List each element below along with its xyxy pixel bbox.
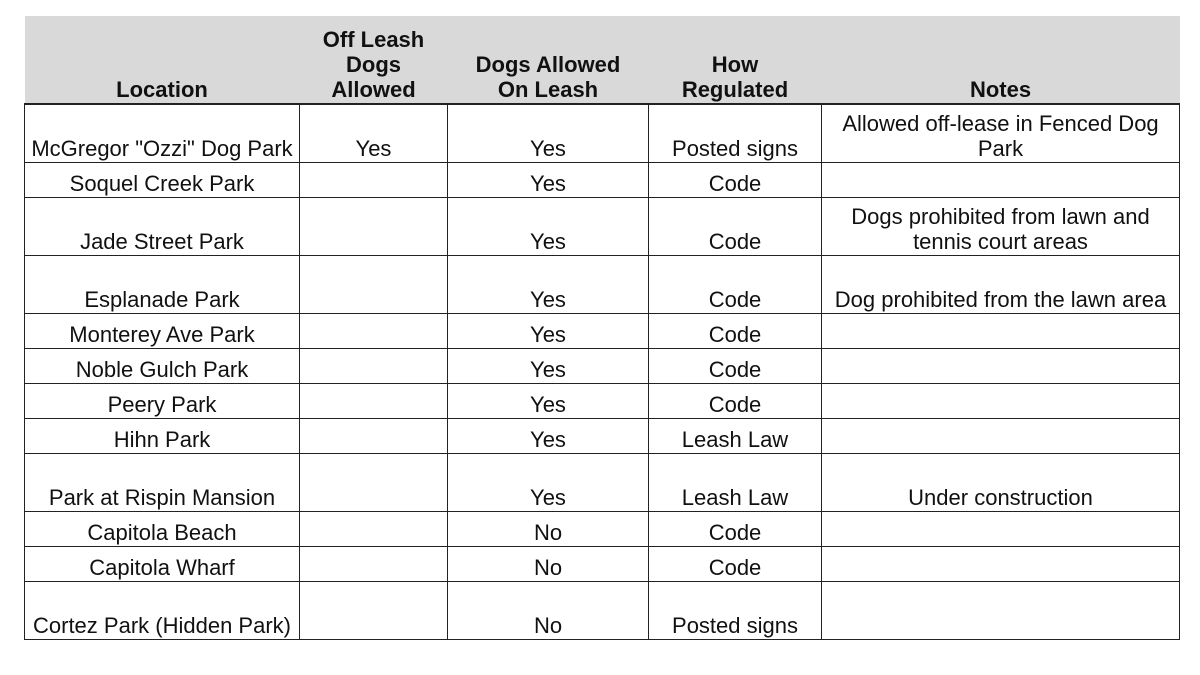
cell-off-leash xyxy=(300,582,448,640)
table-row xyxy=(25,454,1180,512)
cell-regulated: Code xyxy=(649,256,822,314)
cell-on-leash: No xyxy=(448,547,649,582)
cell-off-leash xyxy=(300,256,448,314)
cell-notes: Dogs prohibited from lawn and tennis court areas xyxy=(822,198,1180,256)
table-row xyxy=(25,163,1180,198)
cell-regulated: Code xyxy=(649,547,822,582)
cell-on-leash: Yes xyxy=(448,163,649,198)
table-row xyxy=(25,256,1180,314)
cell-off-leash: Yes xyxy=(300,104,448,163)
cell-notes xyxy=(822,512,1180,547)
table-row xyxy=(25,104,1180,163)
header-line: How xyxy=(711,52,759,77)
header-off-leash xyxy=(300,16,448,104)
cell-off-leash xyxy=(300,349,448,384)
header-on-leash xyxy=(448,16,649,104)
cell-notes xyxy=(822,349,1180,384)
cell-notes xyxy=(822,314,1180,349)
cell-notes xyxy=(822,163,1180,198)
header-location xyxy=(25,16,300,104)
cell-notes xyxy=(822,582,1180,640)
cell-regulated: Posted signs xyxy=(649,104,822,163)
dog-regulations-table xyxy=(24,16,1180,640)
cell-on-leash: Yes xyxy=(448,454,649,512)
header-line: Regulated xyxy=(681,77,789,102)
cell-off-leash xyxy=(300,547,448,582)
cell-location: Capitola Beach xyxy=(25,512,300,547)
cell-regulated: Leash Law xyxy=(649,454,822,512)
cell-notes: Dog prohibited from the lawn area xyxy=(822,256,1180,314)
table-row xyxy=(25,198,1180,256)
table-row xyxy=(25,349,1180,384)
cell-on-leash: Yes xyxy=(448,314,649,349)
cell-notes xyxy=(822,547,1180,582)
cell-on-leash: Yes xyxy=(448,419,649,454)
cell-on-leash: No xyxy=(448,582,649,640)
table-body xyxy=(25,104,1180,640)
cell-regulated: Leash Law xyxy=(649,419,822,454)
cell-location: Cortez Park (Hidden Park) xyxy=(25,582,300,640)
cell-notes xyxy=(822,384,1180,419)
header-line: Notes xyxy=(969,77,1032,102)
cell-regulated: Code xyxy=(649,349,822,384)
cell-on-leash: Yes xyxy=(448,384,649,419)
cell-off-leash xyxy=(300,384,448,419)
cell-location: Noble Gulch Park xyxy=(25,349,300,384)
cell-location: McGregor "Ozzi" Dog Park xyxy=(25,104,300,163)
header-notes xyxy=(822,16,1180,104)
cell-regulated: Code xyxy=(649,314,822,349)
header-line: Off Leash xyxy=(322,27,425,52)
table-header xyxy=(25,16,1180,104)
header-line: Location xyxy=(116,77,208,102)
cell-on-leash: Yes xyxy=(448,349,649,384)
cell-location: Esplanade Park xyxy=(25,256,300,314)
table-row xyxy=(25,314,1180,349)
header-row xyxy=(25,16,1180,104)
cell-location: Monterey Ave Park xyxy=(25,314,300,349)
cell-regulated: Posted signs xyxy=(649,582,822,640)
cell-off-leash xyxy=(300,314,448,349)
table-row xyxy=(25,512,1180,547)
cell-on-leash: Yes xyxy=(448,104,649,163)
cell-location: Jade Street Park xyxy=(25,198,300,256)
cell-regulated: Code xyxy=(649,198,822,256)
table-row xyxy=(25,547,1180,582)
cell-off-leash xyxy=(300,198,448,256)
header-line: On Leash xyxy=(497,77,599,102)
table-row xyxy=(25,419,1180,454)
header-line: Allowed xyxy=(331,77,416,102)
cell-location: Peery Park xyxy=(25,384,300,419)
cell-location: Park at Rispin Mansion xyxy=(25,454,300,512)
cell-location: Capitola Wharf xyxy=(25,547,300,582)
header-how-regulated xyxy=(649,16,822,104)
cell-notes xyxy=(822,419,1180,454)
cell-on-leash: No xyxy=(448,512,649,547)
cell-on-leash: Yes xyxy=(448,256,649,314)
cell-regulated: Code xyxy=(649,512,822,547)
header-line: Dogs Allowed xyxy=(475,52,621,77)
cell-off-leash xyxy=(300,512,448,547)
cell-off-leash xyxy=(300,454,448,512)
table-row xyxy=(25,582,1180,640)
cell-location: Soquel Creek Park xyxy=(25,163,300,198)
header-line: Dogs xyxy=(346,52,401,77)
table-row xyxy=(25,384,1180,419)
cell-notes: Allowed off-lease in Fenced Dog Park xyxy=(822,104,1180,163)
cell-location: Hihn Park xyxy=(25,419,300,454)
cell-notes: Under construction xyxy=(822,454,1180,512)
cell-regulated: Code xyxy=(649,163,822,198)
cell-off-leash xyxy=(300,163,448,198)
cell-on-leash: Yes xyxy=(448,198,649,256)
cell-off-leash xyxy=(300,419,448,454)
cell-regulated: Code xyxy=(649,384,822,419)
